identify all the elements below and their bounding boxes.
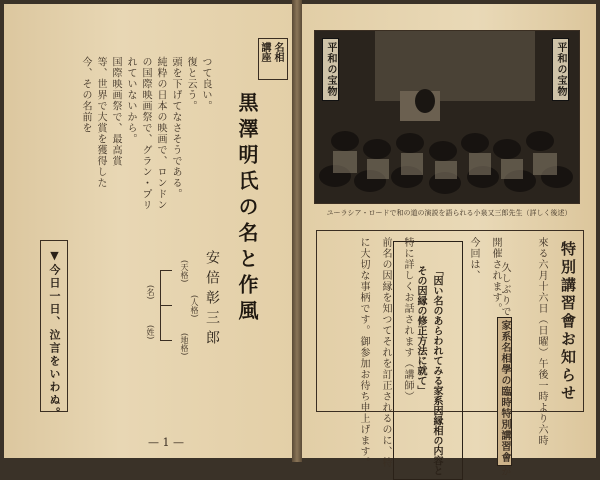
notice-highlight-box: 家系名相學の臨時特別講習會: [497, 317, 512, 466]
body-column: 復と云う。: [185, 56, 196, 112]
book-gutter: [292, 0, 302, 462]
diagram-note: (地格): [180, 333, 189, 356]
special-seminar-notice: [316, 230, 584, 478]
body-column: の国際映画祭で、グラン・プリ: [140, 56, 151, 211]
diagram-line: [160, 305, 172, 306]
article-title: 黒澤明氏の名と作風: [235, 92, 259, 326]
author-name: 安倍彰三郎: [204, 250, 220, 350]
notice-detail-1: 特に詳しくお話されます（講師）: [402, 237, 413, 402]
photo-banner-left: 平和の宝物: [322, 38, 339, 101]
notice-box: [40, 240, 68, 420]
name-diagram: [142, 255, 202, 375]
notice-title: 特別講習會お知らせ: [559, 241, 577, 403]
notice-venue-line: 久しぶりで家系名相學の臨時特別講習會が: [499, 262, 510, 478]
topic-line: 「因い名のあらわれてみる家系因縁相の内容と: [431, 265, 442, 476]
diagram-label: (名): [146, 285, 155, 300]
body-column: れていないから。: [125, 56, 136, 145]
diagram-note: (天格): [180, 260, 189, 283]
body-column: つて良い。: [200, 56, 211, 112]
diagram-line: [160, 270, 172, 271]
notice-detail-3: に大切な事柄です。御参加お待ち申上げます。: [358, 237, 369, 468]
diagram-note: (人格): [190, 295, 199, 318]
series-label-box: [258, 38, 288, 80]
notice-topic-label: 今回は、: [468, 237, 479, 281]
series-label-line2: 講座: [259, 42, 270, 62]
diagram-line: [160, 340, 172, 341]
body-column: 頭を下げてなさそうである。: [170, 56, 181, 200]
event-photo: [314, 30, 580, 204]
notice-detail-2: 前名の因縁を知つてそれを訂正されるのに、特: [380, 237, 391, 468]
audience-photo-image: [315, 31, 579, 203]
notice-venue-prefix: 久しぶりで: [499, 262, 510, 318]
series-label-line1: 名相: [272, 42, 283, 62]
photo-banner-right: 平和の宝物: [552, 38, 569, 101]
notice-box-text: ▼今日一日、泣言をいわぬ。: [48, 249, 61, 420]
topic-line: その因縁の修正方法に就て」: [415, 265, 426, 396]
notice-date: 來る六月十六日（日曜）午後一時より六時: [536, 237, 547, 446]
photo-caption: ユーラシア・ロードで和の道の演説を語られる小泉又三郎先生（詳しく後述）: [326, 209, 572, 217]
notice-open-line: 開催されます。: [490, 237, 501, 314]
page-number: — 1 —: [148, 436, 184, 449]
body-column: 純粋の日本の映画で、ロンドン: [155, 56, 166, 211]
body-column: 今、その名前を: [80, 56, 91, 134]
diagram-label: (姓): [146, 325, 155, 340]
body-column: 等、世界で大賞を獲得した: [95, 56, 106, 189]
body-column: 国際映画祭で、最高賞: [110, 56, 121, 167]
